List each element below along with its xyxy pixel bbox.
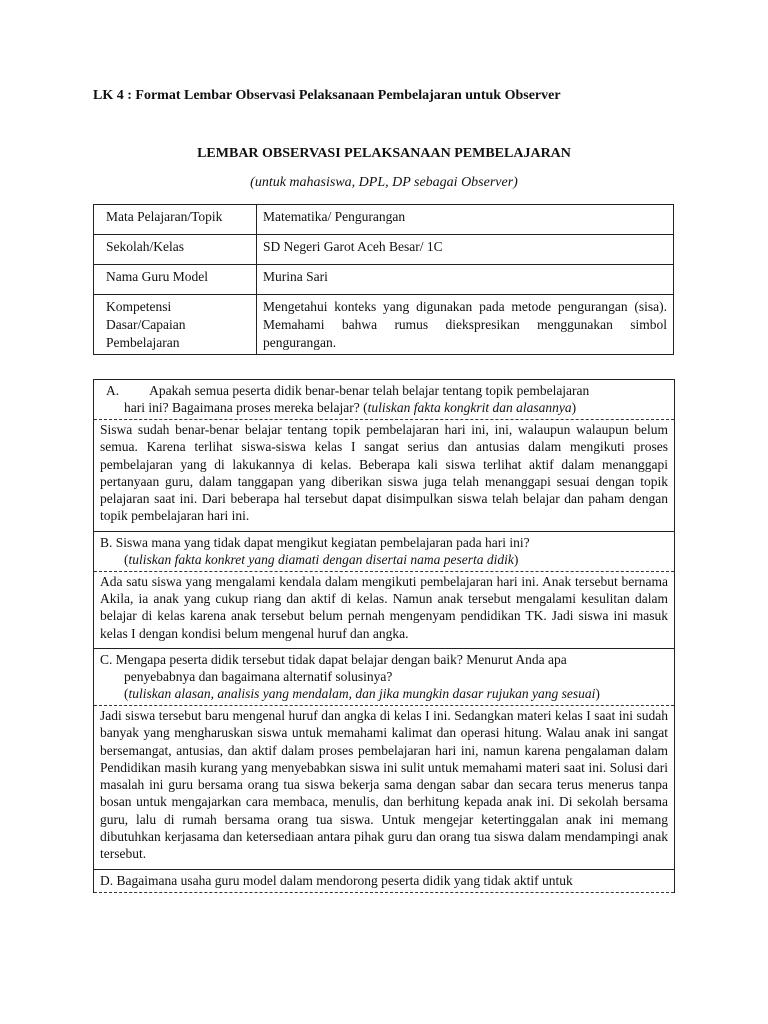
question-text: ( (124, 685, 129, 701)
document-title: LEMBAR OBSERVASI PELAKSANAAN PEMBELAJARAN (197, 146, 571, 161)
observation-questions (93, 379, 675, 893)
question-b (94, 532, 674, 572)
lk-heading: LK 4 : Format Lembar Observasi Pelaksanaan Pembelajaran untuk Observer (93, 88, 561, 103)
question-text: D. Bagaimana usaha guru model dalam mendorong peserta didik yang tidak aktif untuk (100, 872, 573, 888)
document-subtitle: (untuk mahasiswa, DPL, DP sebagai Observer) (250, 175, 518, 190)
info-table (93, 204, 674, 355)
question-hint: tuliskan fakta kongkrit dan alasannya (367, 400, 572, 415)
info-label (94, 295, 257, 355)
answer-b: Ada satu siswa yang mengalami kendala dalam mengikuti pembelajaran hari ini. Anak tersebut bernama Akila, ia anak yang cukup riang dan aktif di kelas. Namun anak tersebut mengalami kesulitan dalam belajar di kelas karena anak tersebut belum pernah mengenyam pendidikan TK. Jadi siswa ini masuk kelas I dengan kondisi belum mengenal huruf dan angka. (94, 572, 674, 649)
question-text-line (100, 551, 668, 568)
info-value: Matematika/ Pengurangan (257, 205, 674, 235)
info-label: Mata Pelajaran/Topik (94, 205, 257, 235)
info-label-line: Pembelajaran (106, 335, 180, 350)
question-text: hari ini? Bagaimana proses mereka belajar? ( (124, 400, 368, 415)
info-label: Nama Guru Model (94, 265, 257, 295)
question-c (94, 649, 674, 706)
info-value: Mengetahui konteks yang digunakan pada metode pengurangan (sisa). Memahami bahwa rumus diekspresikan menggunakan simbol pengurangan. (257, 295, 674, 355)
question-text: ) (595, 685, 600, 701)
question-hint: tuliskan fakta konkret yang diamati dengan disertai nama peserta didik (128, 551, 514, 567)
info-row-school (94, 235, 674, 265)
question-text: B. Siswa mana yang tidak dapat mengikut kegiatan pembelajaran pada hari ini? (100, 534, 530, 550)
info-row-subject (94, 205, 674, 235)
question-marker: A. (106, 383, 120, 398)
answer-a: Siswa sudah benar-benar belajar tentang topik pembelajaran hari ini, ini, walaupun walaupun belum semua. Karena terlihat siswa-siswa kelas I sangat serius dan antusias dalam mengikuti proses pembelajaran yang di lakukannya di kelas. Beberapa kali siswa terlihat aktif dalam menanggapi pertanyaan guru, dalam tanggapan yang diberikan siswa juga telah menanggapi sesuai dengan topik pelajaran saat ini. Dari beberapa hal tersebut dapat disimpulkan siswa telah belajar dan paham dengan topik pembelajaran hari ini. (94, 420, 674, 532)
info-value: Murina Sari (257, 265, 674, 295)
info-row-competency (94, 295, 674, 355)
question-a (94, 380, 674, 420)
info-value: SD Negeri Garot Aceh Besar/ 1C (257, 235, 674, 265)
question-text-line (100, 685, 668, 702)
question-text: Apakah semua peserta didik benar-benar telah belajar tentang topik pembelajaran (149, 383, 590, 398)
question-d (94, 870, 674, 893)
info-label-line: Kompetensi (106, 299, 172, 314)
question-text-line (106, 399, 668, 416)
answer-c: Jadi siswa tersebut baru mengenal huruf dan angka di kelas I ini. Sedangkan materi kelas I saat ini sudah banyak yang mengharuskan siswa untuk memahami kalimat dan operasi hitung. Walau anak ini sangat bersemangat, antusias, dan aktif dalam proses pembelajaran hari ini, namun karena pengalaman dalam Pendidikan masih kurang yang menyebabkan siswa ini sulit untuk memahami materi saat ini. Solusi dari masalah ini guru bersama orang tua siswa bekerja sama dengan sabar dan secara terus menerus tanpa bosan untuk mengajarkan cara membaca, menulis, dan berhitung kepada anak ini. Di sekolah bersama guru, lalu di rumah bersama orang tua siswa. Untuk mengejar ketertinggalan anak ini memang dibutuhkan kerjasama dan ketersediaan antara pihak guru dan orang tua siswa dalam mendampingi anak tersebut. (94, 706, 674, 870)
question-text: ) (513, 551, 519, 567)
info-label: Sekolah/Kelas (94, 235, 257, 265)
info-row-teacher (94, 265, 674, 295)
question-text: ( (124, 551, 129, 567)
question-hint: tuliskan alasan, analisis yang mendalam, dan jika mungkin dasar rujukan yang sesuai (128, 685, 596, 701)
info-label-line: Dasar/Capaian (106, 317, 186, 332)
question-text-line: penyebabnya dan bagaimana alternatif solusinya? (124, 668, 393, 684)
question-text: C. Mengapa peserta didik tersebut tidak dapat belajar dengan baik? Menurut Anda apa (100, 651, 567, 667)
question-text: ) (571, 400, 577, 415)
